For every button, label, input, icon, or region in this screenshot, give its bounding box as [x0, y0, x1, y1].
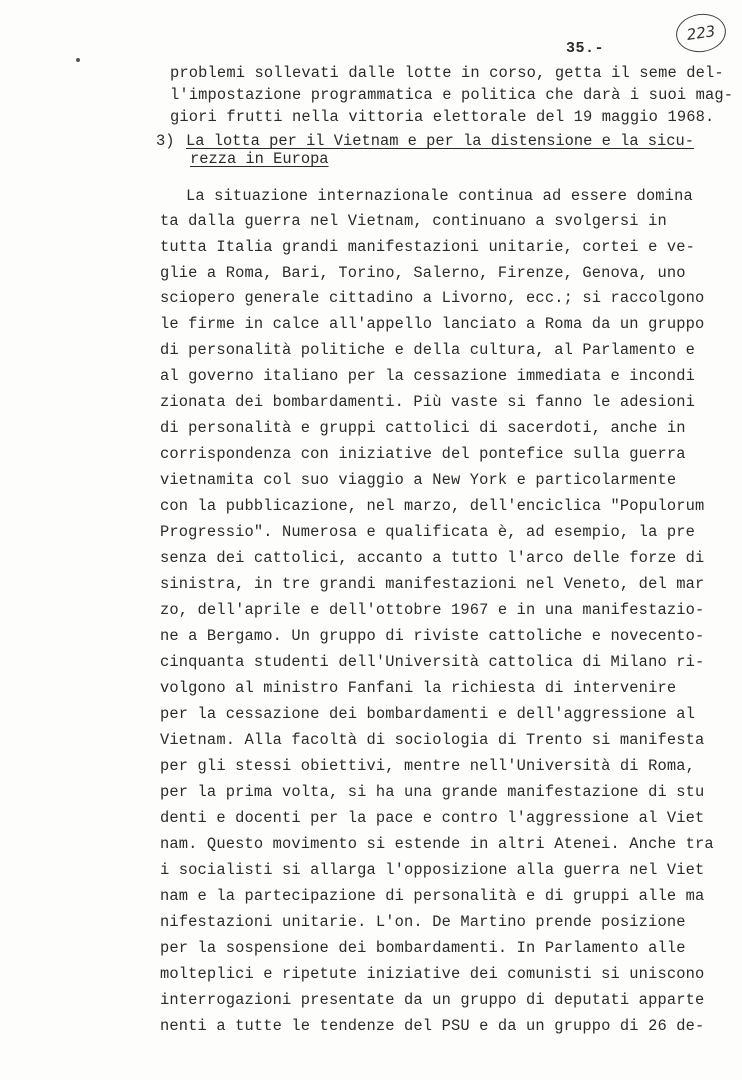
body-line: le firme in calce all'appello lanciato a Roma da un gruppo — [160, 315, 705, 333]
body-line: glie a Roma, Bari, Torino, Salerno, Firenze, Genova, uno — [160, 264, 686, 282]
intro-line: l'impostazione programmatica e politica che darà i suoi mag- — [170, 86, 734, 104]
body-line: zionata dei bombardamenti. Più vaste si fanno le adesioni — [160, 393, 695, 411]
body-line: Progressio". Numerosa e qualificata è, ad esempio, la pre — [160, 523, 695, 541]
body-line: corrispondenza con iniziative del pontefice sulla guerra — [160, 445, 686, 463]
section-number: 3) — [156, 132, 175, 150]
body-line: per la cessazione dei bombardamenti e dell'aggressione al — [160, 705, 695, 723]
body-line: per la prima volta, si ha una grande manifestazione di stu — [160, 783, 705, 801]
body-line: di personalità politiche e della cultura, al Parlamento e — [160, 341, 695, 359]
intro-line: giori frutti nella vittoria elettorale del 19 maggio 1968. — [170, 108, 715, 126]
intro-line: problemi sollevati dalle lotte in corso, getta il seme del- — [170, 64, 724, 82]
body-line: cinquanta studenti dell'Università cattolica di Milano ri- — [160, 653, 705, 671]
body-line: zo, dell'aprile e dell'ottobre 1967 e in una manifestazio- — [160, 601, 705, 619]
body-line: ta dalla guerra nel Vietnam, continuano a svolgersi in — [160, 212, 667, 230]
body-line: nifestazioni unitarie. L'on. De Martino prende posizione — [160, 913, 686, 931]
body-line: nam e la partecipazione di personalità e di gruppi alle ma — [160, 887, 705, 905]
archive-stamp — [674, 11, 729, 56]
body-line: di personalità e gruppi cattolici di sacerdoti, anche in — [160, 419, 686, 437]
body-line: senza dei cattolici, accanto a tutto l'arco delle forze di — [160, 549, 705, 567]
page-number: 35.- — [566, 40, 605, 57]
body-line: sciopero generale cittadino a Livorno, ecc.; si raccolgono — [160, 289, 705, 307]
section-title-line: La lotta per il Vietnam e per la distensione e la sicu- — [186, 132, 694, 150]
body-line: per gli stessi obiettivi, mentre nell'Università di Roma, — [160, 757, 695, 775]
body-line: molteplici e ripetute iniziative dei comunisti si uniscono — [160, 965, 705, 983]
body-line: ne a Bergamo. Un gruppo di riviste cattoliche e novecento- — [160, 627, 705, 645]
body-line: al governo italiano per la cessazione immediata e incondi — [160, 367, 695, 385]
body-line: nenti a tutte le tendenze del PSU e da un gruppo di 26 de- — [160, 1017, 705, 1035]
archive-stamp-number: 223 — [685, 22, 717, 44]
body-line: sinistra, in tre grandi manifestazioni nel Veneto, del mar — [160, 575, 705, 593]
body-line: i socialisti si allarga l'opposizione alla guerra nel Viet — [160, 861, 705, 879]
body-line: vietnamita col suo viaggio a New York e particolarmente — [160, 471, 677, 489]
body-line: interrogazioni presentate da un gruppo di deputati apparte — [160, 991, 705, 1009]
section-title-line: rezza in Europa — [190, 150, 329, 168]
body-line: per la sospensione dei bombardamenti. In Parlamento alle — [160, 939, 686, 957]
body-line: denti e docenti per la pace e contro l'aggressione al Viet — [160, 809, 705, 827]
ink-dot — [76, 58, 80, 62]
body-line: volgono al ministro Fanfani la richiesta di intervenire — [160, 679, 677, 697]
body-line: con la pubblicazione, nel marzo, dell'enciclica "Populorum — [160, 497, 705, 515]
body-line: tutta Italia grandi manifestazioni unitarie, cortei e ve- — [160, 238, 695, 256]
body-line: nam. Questo movimento si estende in altri Atenei. Anche tra — [160, 835, 714, 853]
body-line: Vietnam. Alla facoltà di sociologia di Trento si manifesta — [160, 731, 705, 749]
body-line: La situazione internazionale continua ad essere domina — [186, 187, 693, 205]
